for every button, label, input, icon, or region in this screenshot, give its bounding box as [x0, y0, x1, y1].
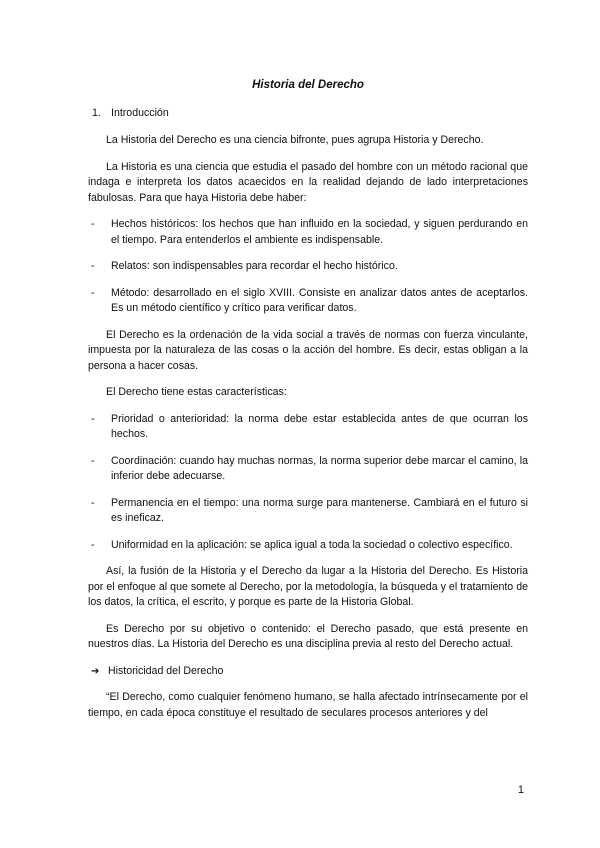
list-item-text: Coordinación: cuando hay muchas normas, la norma superior debe marcar el camino, la inferior debe adecuarse. [111, 454, 528, 482]
paragraph-fusion: Así, la fusión de la Historia y el Derecho da lugar a la Historia del Derecho. Es Historia por el enfoque al que somete al Derecho, por la metodología, la búsqueda y el tratamiento de los datos, la crítica, el escrito, y porque es parte de la Historia Global. [88, 565, 528, 608]
paragraph-law-definition: El Derecho es la ordenación de la vida social a través de normas con fuerza vinculante, impuesta por la naturaleza de las cosas o la acción del hombre. Es decir, estas obligan a la persona a hacer cosas. [88, 328, 528, 372]
paragraph-law-characteristics-intro: El Derecho tiene estas características: [106, 386, 287, 398]
paragraph-derecho-objetivo: Es Derecho por su objetivo o contenido: el Derecho pasado, que está presente en nuestros días. La Historia del Derecho es una disciplina previa al resto del Derecho actual. [88, 622, 528, 650]
paragraph-intro: La Historia del Derecho es una ciencia bifronte, pues agrupa Historia y Derecho. [106, 134, 484, 146]
list-item-text: Relatos: son indispensables para recordar el hecho histórico. [111, 260, 398, 272]
section-heading [88, 106, 528, 122]
paragraph-quote: “El Derecho, como cualquier fenómeno humano, se halla afectado intrínsecamente por el tiempo, en cada época constituye el resultado de seculares procesos anteriores y del [88, 691, 528, 719]
dash-marker: - [91, 412, 95, 425]
list-item-text: Hechos históricos: los hechos que han influido en la sociedad, y siguen perdurando en el tiempo. Para entenderlos el ambiente es indispensable. [111, 218, 528, 246]
list-item-text: Método: desarrollado en el siglo XVIII. Consiste en analizar datos antes de aceptarlos. Es un método científico y crítico para verificar datos. [111, 286, 528, 314]
arrow-icon: ➔ [91, 665, 100, 677]
list-item [88, 259, 528, 275]
law-characteristics-list [88, 412, 528, 554]
section-number: 1. [92, 106, 101, 119]
subheading-text: Historicidad del Derecho [108, 664, 224, 677]
dash-marker: - [91, 454, 95, 467]
document-title: Historia del Derecho [252, 79, 364, 91]
page-content [88, 72, 528, 732]
list-item-text: Uniformidad en la aplicación: se aplica igual a toda la sociedad o colectivo específico. [111, 538, 513, 551]
dash-marker: - [91, 538, 95, 551]
list-item-text: Permanencia en el tiempo: una norma surge para mantenerse. Cambiará en el futuro si es ineficaz. [111, 496, 528, 524]
list-item [88, 454, 528, 485]
dash-marker: - [91, 218, 95, 230]
subheading-historicidad [88, 664, 528, 680]
page-number: 1 [517, 784, 524, 796]
list-item [88, 286, 528, 317]
history-requirements-list [88, 217, 528, 317]
list-item-text: Prioridad o anterioridad: la norma debe estar establecida antes de que ocurran los hechos. [111, 412, 528, 440]
list-item [88, 538, 528, 554]
list-item [88, 217, 528, 248]
list-item [88, 412, 528, 443]
paragraph-history-definition: La Historia es una ciencia que estudia el pasado del hombre con un método racional que indaga e interpreta los datos acaecidos en la realidad dejando de lado interpretaciones fabulosas. Para que haya Historia debe haber: [88, 160, 528, 204]
dash-marker: - [91, 286, 95, 299]
section-label: Introducción [111, 106, 169, 119]
dash-marker: - [91, 496, 95, 509]
list-item [88, 496, 528, 527]
dash-marker: - [91, 260, 95, 272]
